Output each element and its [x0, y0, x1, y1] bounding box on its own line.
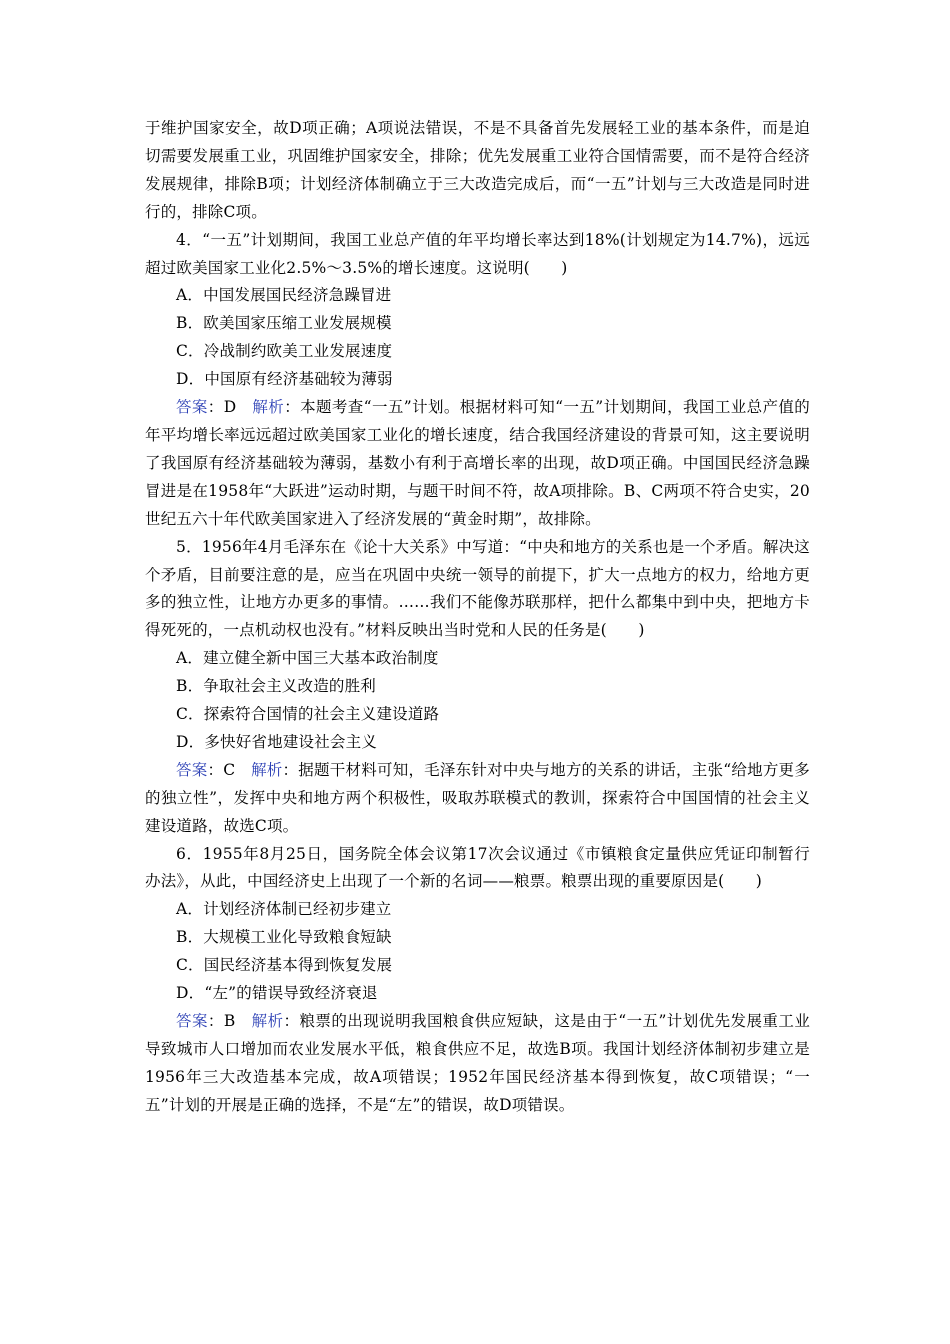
question-4-option-a: A．中国发展国民经济急躁冒进 — [176, 286, 392, 305]
answer-label: 答案 — [176, 760, 208, 779]
question-6-option-c: C．国民经济基本得到恢复发展 — [176, 956, 393, 975]
question-6 — [145, 841, 810, 1120]
question-6-option-a: A．计划经济体制已经初步建立 — [176, 900, 392, 919]
answer-value: ：C — [207, 760, 252, 779]
answer-value: ：D — [207, 398, 253, 417]
analysis-text: ：本题考查“一五”计划。根据材料可知“一五”计划期间，我国工业总产值的年平均增长率远远超过欧美国家工业化的增长速度，结合我国经济建设的背景可知，这主要说明了我国原有经济基础较为薄弱，基数小有利于高增长率的出现，故D项正确。中国国民经济急躁冒进是在1958年“大跃进”运动时期，与题干时间不符，故A项排除。B、C两项不符合史实，20世纪五六十年代欧美国家进入了经济发展的“黄金时期”，故排除。 — [145, 398, 810, 528]
question-6-option-d: D．“左”的错误导致经济衰退 — [176, 984, 378, 1003]
analysis-label: 解析 — [251, 1012, 284, 1030]
question-4 — [145, 227, 810, 534]
question-5-answer — [145, 757, 810, 841]
analysis-label: 解析 — [252, 398, 285, 417]
analysis-text: ：据题干材料可知，毛泽东针对中央与地方的关系的讲话，主张“给地方更多的独立性”，发挥中央和地方两个积极性，吸取苏联模式的教训，探索符合中国国情的社会主义建设道路，故选C项。 — [145, 760, 810, 835]
document-page — [145, 115, 810, 1120]
analysis-text: ：粮票的出现说明我国粮食供应短缺，这是由于“一五”计划优先发展重工业导致城市人口增加而农业发展水平低，粮食供应不足，故选B项。我国计划经济体制初步建立是1956年三大改造基本完成，故A项错误；1952年国民经济基本得到恢复，故C项错误；“一五”计划的开展是正确的选择，不是“左”的错误，故D项错误。 — [145, 1012, 811, 1114]
question-4-option-d: D．中国原有经济基础较为薄弱 — [176, 370, 393, 389]
analysis-label: 解析 — [251, 760, 283, 779]
question-5 — [145, 534, 810, 841]
answer-value: ：B — [207, 1012, 252, 1030]
question-6-option-b: B．大规模工业化导致粮食短缺 — [176, 928, 392, 947]
question-5-stem: 5．1956年4月毛泽东在《论十大关系》中写道：“中央和地方的关系也是一个矛盾。解决这个矛盾，目前要注意的是，应当在巩固中央统一领导的前提下，扩大一点地方的权力，给地方更多的独立性，让地方办更多的事情。……我们不能像苏联那样，把什么都集中到中央，把地方卡得死死的，一点机动权也没有。”材料反映出当时党和人民的任务是( ) — [145, 537, 810, 640]
question-4-answer — [145, 394, 810, 534]
question-5-option-a: A．建立健全新中国三大基本政治制度 — [176, 649, 439, 668]
question-6-stem: 6．1955年8月25日，国务院全体会议第17次会议通过《市镇粮食定量供应凭证印制暂行办法》，从此，中国经济史上出现了一个新的名词——粮票。粮票出现的重要原因是( ) — [145, 844, 810, 891]
answer-label: 答案 — [176, 1012, 208, 1030]
question-5-option-c: C．探索符合国情的社会主义建设道路 — [176, 705, 440, 724]
question-4-option-b: B．欧美国家压缩工业发展规模 — [176, 314, 392, 333]
question-5-option-b: B．争取社会主义改造的胜利 — [176, 677, 376, 696]
answer-label: 答案 — [176, 398, 208, 417]
question-6-answer — [145, 1008, 810, 1120]
question-4-option-c: C．冷战制约欧美工业发展速度 — [176, 342, 393, 361]
question-4-stem: 4．“一五”计划期间，我国工业总产值的年平均增长率达到18%(计划规定为14.7%)，远远超过欧美国家工业化2.5%～3.5%的增长速度。这说明( ) — [145, 230, 810, 277]
question-5-option-d: D．多快好省地建设社会主义 — [176, 732, 378, 751]
continuation-paragraph: 于维护国家安全，故D项正确；A项说法错误，不是不具备首先发展轻工业的基本条件，而是迫切需要发展重工业，巩固维护国家安全，排除；优先发展重工业符合国情需要，而不是符合经济发展规律，排除B项；计划经济体制确立于三大改造完成后，而“一五”计划与三大改造是同时进行的，排除C项。 — [145, 119, 810, 221]
